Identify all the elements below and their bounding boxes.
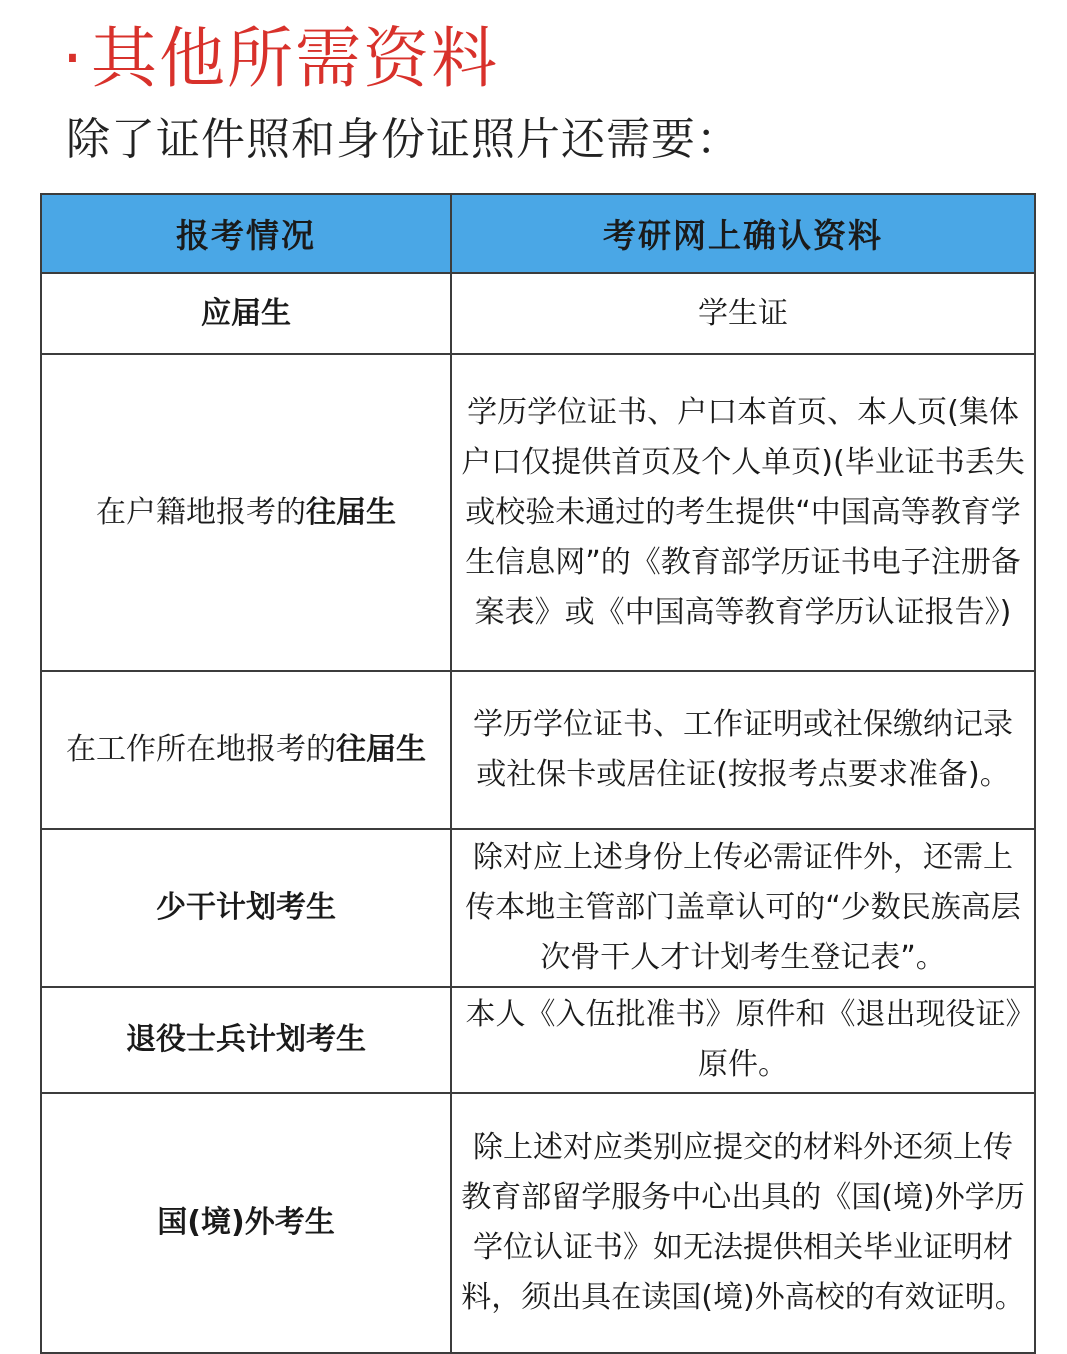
table-row: [41, 829, 1035, 987]
situation-prefix: 在户籍地报考的: [96, 494, 306, 530]
materials-cell: 学历学位证书、户口本首页、本人页(集体户口仅提供首页及个人单页)(毕业证书丢失或校验未通过的考生提供“中国高等教育学生信息网”的《教育部学历证书电子注册备案表》或《中国高等教育学历认证报告》): [451, 354, 1035, 671]
situation-cell: 少干计划考生: [41, 829, 451, 987]
table-row: [41, 273, 1035, 354]
situation-prefix: 在工作所在地报考的: [66, 732, 336, 767]
situation-cell: [41, 354, 451, 671]
materials-cell: 学历学位证书、工作证明或社保缴纳记录或社保卡或居住证(按报考点要求准备)。: [451, 671, 1035, 829]
table-header-row: [41, 194, 1035, 273]
situation-cell: 退役士兵计划考生: [41, 987, 451, 1093]
page-heading: [62, 14, 499, 104]
situation-bold: 往届生: [336, 732, 426, 767]
table-row: [41, 354, 1035, 671]
table-row: [41, 1093, 1035, 1353]
materials-cell: 学生证: [451, 273, 1035, 354]
situation-cell: 国(境)外考生: [41, 1093, 451, 1353]
situation-bold: 往届生: [306, 494, 396, 530]
heading-title: 其他所需资料: [90, 20, 499, 97]
materials-cell: 除上述对应类别应提交的材料外还须上传教育部留学服务中心出具的《国(境)外学历学位认证书》如无法提供相关毕业证明材料，须出具在读国(境)外高校的有效证明。: [451, 1093, 1035, 1353]
table-row: [41, 987, 1035, 1093]
materials-cell: 除对应上述身份上传必需证件外，还需上传本地主管部门盖章认可的“少数民族高层次骨干人才计划考生登记表”。: [451, 829, 1035, 987]
subtitle: 除了证件照和身份证照片还需要：: [66, 114, 741, 165]
table-row: [41, 671, 1035, 829]
situation-cell: 应届生: [41, 273, 451, 354]
materials-cell: 本人《入伍批准书》原件和《退出现役证》原件。: [451, 987, 1035, 1093]
situation-cell: [41, 671, 451, 829]
materials-table: [40, 193, 1036, 1354]
header-materials: 考研网上确认资料: [451, 194, 1035, 273]
heading-bullet: ·: [62, 20, 85, 97]
header-situation: 报考情况: [41, 194, 451, 273]
